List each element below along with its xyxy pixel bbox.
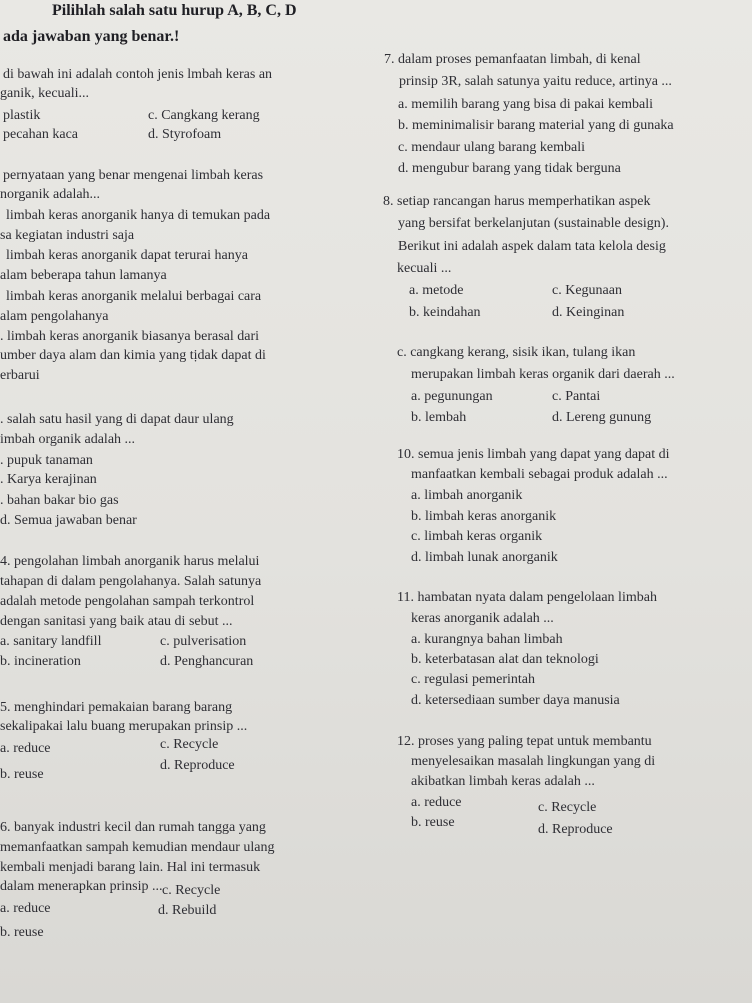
q7-option-b: b. meminimalisir barang material yang di gunaka bbox=[398, 118, 674, 133]
q8-option-b: b. keindahan bbox=[409, 305, 481, 320]
q4-option-a: a. sanitary landfill bbox=[0, 634, 102, 649]
q2-option-d-line-2: umber daya alam dan kimia yang tịdak dapat di bbox=[0, 348, 266, 363]
q12-option-b: b. reuse bbox=[411, 815, 455, 830]
q7-option-c: c. mendaur ulang barang kembali bbox=[398, 140, 585, 155]
q3-option-c: . bahan bakar bio gas bbox=[0, 493, 119, 508]
q2-option-c-line-2: alam pengolahanya bbox=[0, 309, 109, 324]
q4-option-b: b. incineration bbox=[0, 654, 81, 669]
q10-stem-line-2: manfaatkan kembali sebagai produk adalah ... bbox=[411, 467, 668, 482]
q2-option-d-line-3: erbarui bbox=[0, 368, 40, 383]
q7-stem-line-2: prinsip 3R, salah satunya yaitu reduce, artinya ... bbox=[399, 74, 672, 89]
q4-stem-line-2: tahapan di dalam pengolahanya. Salah satunya bbox=[0, 574, 262, 589]
q3-stem-line-2: imbah organik adalah ... bbox=[0, 432, 136, 447]
q2-option-b-line-2: alam beberapa tahun lamanya bbox=[0, 268, 167, 283]
q4-stem-line-4: dengan sanitasi yang baik atau di sebut ... bbox=[0, 614, 233, 629]
q2-option-b-line-1: limbah keras anorganik dapat terurai hanya bbox=[6, 248, 248, 263]
q2-option-c-line-1: limbah keras anorganik melalui berbagai cara bbox=[6, 289, 262, 304]
q6-option-a: a. reduce bbox=[0, 901, 51, 916]
q3-option-a: . pupuk tanaman bbox=[0, 453, 93, 468]
q3-option-d: d. Semua jawaban benar bbox=[0, 513, 137, 528]
q4-stem-line-3: adalah metode pengolahan sampah terkontrol bbox=[0, 594, 255, 609]
q3-option-b: . Karya kerajinan bbox=[0, 472, 97, 487]
q12-stem-line-2: menyelesaikan masalah lingkungan yang di bbox=[411, 754, 656, 769]
q11-option-b: b. keterbatasan alat dan teknologi bbox=[411, 652, 599, 667]
q9-option-b: b. lembah bbox=[411, 410, 467, 425]
q8-option-a: a. metode bbox=[409, 283, 464, 298]
q2-stem-line-2: norganik adalah... bbox=[0, 187, 101, 202]
q9-stem-line-1: c. cangkang kerang, sisik ikan, tulang ikan bbox=[397, 345, 636, 360]
q3-stem-line-1: . salah satu hasil yang di dapat daur ulang bbox=[0, 412, 234, 427]
q2-option-d-line-1: . limbah keras anorganik biasanya berasal dari bbox=[0, 329, 260, 344]
q8-stem-line-2: yang bersifat berkelanjutan (sustainable design). bbox=[398, 216, 669, 231]
q11-stem-line-2: keras anorganik adalah ... bbox=[411, 611, 554, 626]
q12-option-c: c. Recycle bbox=[538, 800, 597, 815]
q2-stem-line-1: pernyataan yang benar mengenai limbah keras bbox=[3, 168, 264, 183]
q6-stem-line-4: dalam menerapkan prinsip ... bbox=[0, 879, 163, 894]
q1-option-c: c. Cangkang kerang bbox=[148, 108, 260, 123]
q11-option-a: a. kurangnya bahan limbah bbox=[411, 632, 563, 647]
q1-option-a: plastik bbox=[3, 108, 41, 123]
q6-option-b: b. reuse bbox=[0, 925, 44, 940]
q5-stem-line-1: 5. menghindari pemakaian barang barang bbox=[0, 700, 233, 715]
q5-stem-line-2: sekalipakai lalu buang merupakan prinsip ... bbox=[0, 719, 248, 734]
q11-option-d: d. ketersediaan sumber daya manusia bbox=[411, 693, 620, 708]
q12-option-d: d. Reproduce bbox=[538, 822, 613, 837]
q8-stem-line-4: kecuali ... bbox=[397, 261, 452, 276]
q8-option-c: c. Kegunaan bbox=[552, 283, 622, 298]
q8-stem-line-1: 8. setiap rancangan harus memperhatikan aspek bbox=[383, 194, 651, 209]
q4-stem-line-1: 4. pengolahan limbah anorganik harus melalui bbox=[0, 554, 260, 569]
q7-option-d: d. mengubur barang yang tidak berguna bbox=[398, 161, 621, 176]
q5-option-a: a. reduce bbox=[0, 741, 51, 756]
q9-option-d: d. Lereng gunung bbox=[552, 410, 652, 425]
instruction-line-1: Pilihlah salah satu hurup A, B, C, D bbox=[52, 2, 297, 19]
q9-option-c: c. Pantai bbox=[552, 389, 601, 404]
q9-stem-line-2: merupakan limbah keras organik dari daerah ... bbox=[411, 367, 675, 382]
q5-option-b: b. reuse bbox=[0, 767, 44, 782]
q6-option-c: c. Recycle bbox=[162, 883, 221, 898]
q6-stem-line-3: kembali menjadi barang lain. Hal ini termasuk bbox=[0, 860, 261, 875]
instruction-line-2: ada jawaban yang benar.! bbox=[3, 28, 180, 45]
q6-option-d: d. Rebuild bbox=[158, 903, 217, 918]
q10-option-c: c. limbah keras organik bbox=[411, 529, 543, 544]
q10-option-d: d. limbah lunak anorganik bbox=[411, 550, 558, 565]
q6-stem-line-1: 6. banyak industri kecil dan rumah tangga yang bbox=[0, 820, 266, 835]
q11-option-c: c. regulasi pemerintah bbox=[411, 672, 536, 687]
q1-option-d: d. Styrofoam bbox=[148, 127, 222, 142]
q2-option-a-line-2: sa kegiatan industri saja bbox=[0, 228, 135, 243]
q4-option-d: d. Penghancuran bbox=[160, 654, 254, 669]
q12-stem-line-1: 12. proses yang paling tepat untuk membantu bbox=[397, 734, 652, 749]
q1-stem-line-1: di bawah ini adalah contoh jenis lmbah keras an bbox=[3, 67, 273, 82]
q8-option-d: d. Keinginan bbox=[552, 305, 625, 320]
q7-option-a: a. memilih barang yang bisa di pakai kembali bbox=[398, 97, 654, 112]
q1-option-b: pecahan kaca bbox=[3, 127, 78, 142]
q10-stem-line-1: 10. semua jenis limbah yang dapat yang dapat di bbox=[397, 447, 670, 462]
q5-option-c: c. Recycle bbox=[160, 737, 219, 752]
q4-option-c: c. pulverisation bbox=[160, 634, 247, 649]
q9-option-a: a. pegunungan bbox=[411, 389, 493, 404]
q7-stem-line-1: 7. dalam proses pemanfaatan limbah, di kenal bbox=[384, 52, 641, 67]
q6-stem-line-2: memanfaatkan sampah kemudian mendaur ulang bbox=[0, 840, 275, 855]
q12-stem-line-3: akibatkan limbah keras adalah ... bbox=[411, 774, 595, 789]
q10-option-b: b. limbah keras anorganik bbox=[411, 509, 557, 524]
q5-option-d: d. Reproduce bbox=[160, 758, 235, 773]
q1-stem-line-2: ganik, kecuali... bbox=[0, 86, 90, 101]
q8-stem-line-3: Berikut ini adalah aspek dalam tata kelola desig bbox=[398, 239, 666, 254]
q10-option-a: a. limbah anorganik bbox=[411, 488, 523, 503]
q12-option-a: a. reduce bbox=[411, 795, 462, 810]
q11-stem-line-1: 11. hambatan nyata dalam pengelolaan limbah bbox=[397, 590, 657, 605]
q2-option-a-line-1: limbah keras anorganik hanya di temukan pada bbox=[6, 208, 271, 223]
